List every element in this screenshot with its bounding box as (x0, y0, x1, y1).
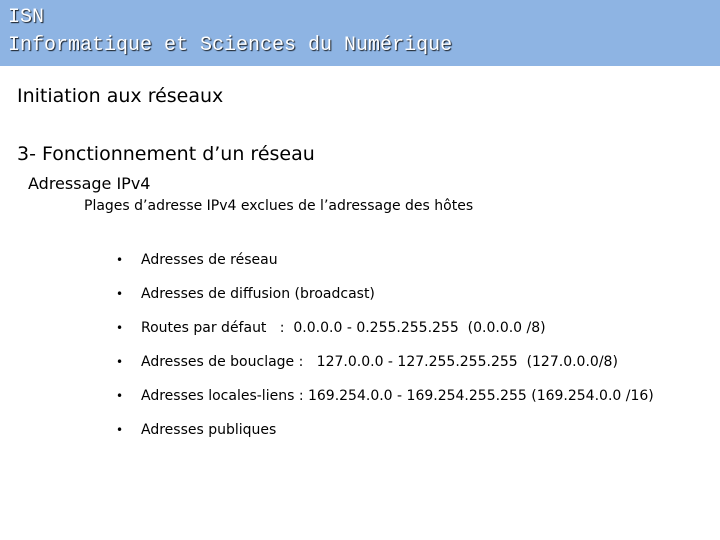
header-title-isn: ISN (8, 6, 45, 29)
bullet-icon: • (116, 355, 124, 369)
list-item-text: Adresses de diffusion (broadcast) (141, 286, 375, 302)
list-item-text: Routes par défaut : 0.0.0.0 - 0.255.255.255 (0.0.0.0 /8) (141, 320, 546, 336)
list-item (116, 386, 654, 420)
list-item-text: Adresses publiques (141, 422, 277, 438)
course-title: Initiation aux réseaux (17, 85, 224, 107)
bullet-icon: • (116, 253, 124, 267)
subsection-title: Adressage IPv4 (28, 174, 151, 193)
header-banner (0, 0, 720, 66)
list-item-text: Adresses de réseau (141, 252, 278, 268)
topic-heading: Plages d’adresse IPv4 exclues de l’adressage des hôtes (84, 198, 474, 214)
list-item (116, 318, 654, 352)
section-title: 3- Fonctionnement d’un réseau (17, 143, 315, 165)
list-item (116, 352, 654, 386)
bullet-icon: • (116, 321, 124, 335)
list-item-text: Adresses locales-liens : 169.254.0.0 - 169.254.255.255 (169.254.0.0 /16) (141, 388, 654, 404)
list-item (116, 420, 654, 454)
list-item-text: Adresses de bouclage : 127.0.0.0 - 127.255.255.255 (127.0.0.0/8) (141, 354, 618, 370)
bullet-icon: • (116, 423, 124, 437)
excluded-address-list (116, 250, 654, 454)
header-title-full: Informatique et Sciences du Numérique (8, 34, 453, 57)
bullet-icon: • (116, 389, 124, 403)
list-item (116, 284, 654, 318)
bullet-icon: • (116, 287, 124, 301)
list-item (116, 250, 654, 284)
